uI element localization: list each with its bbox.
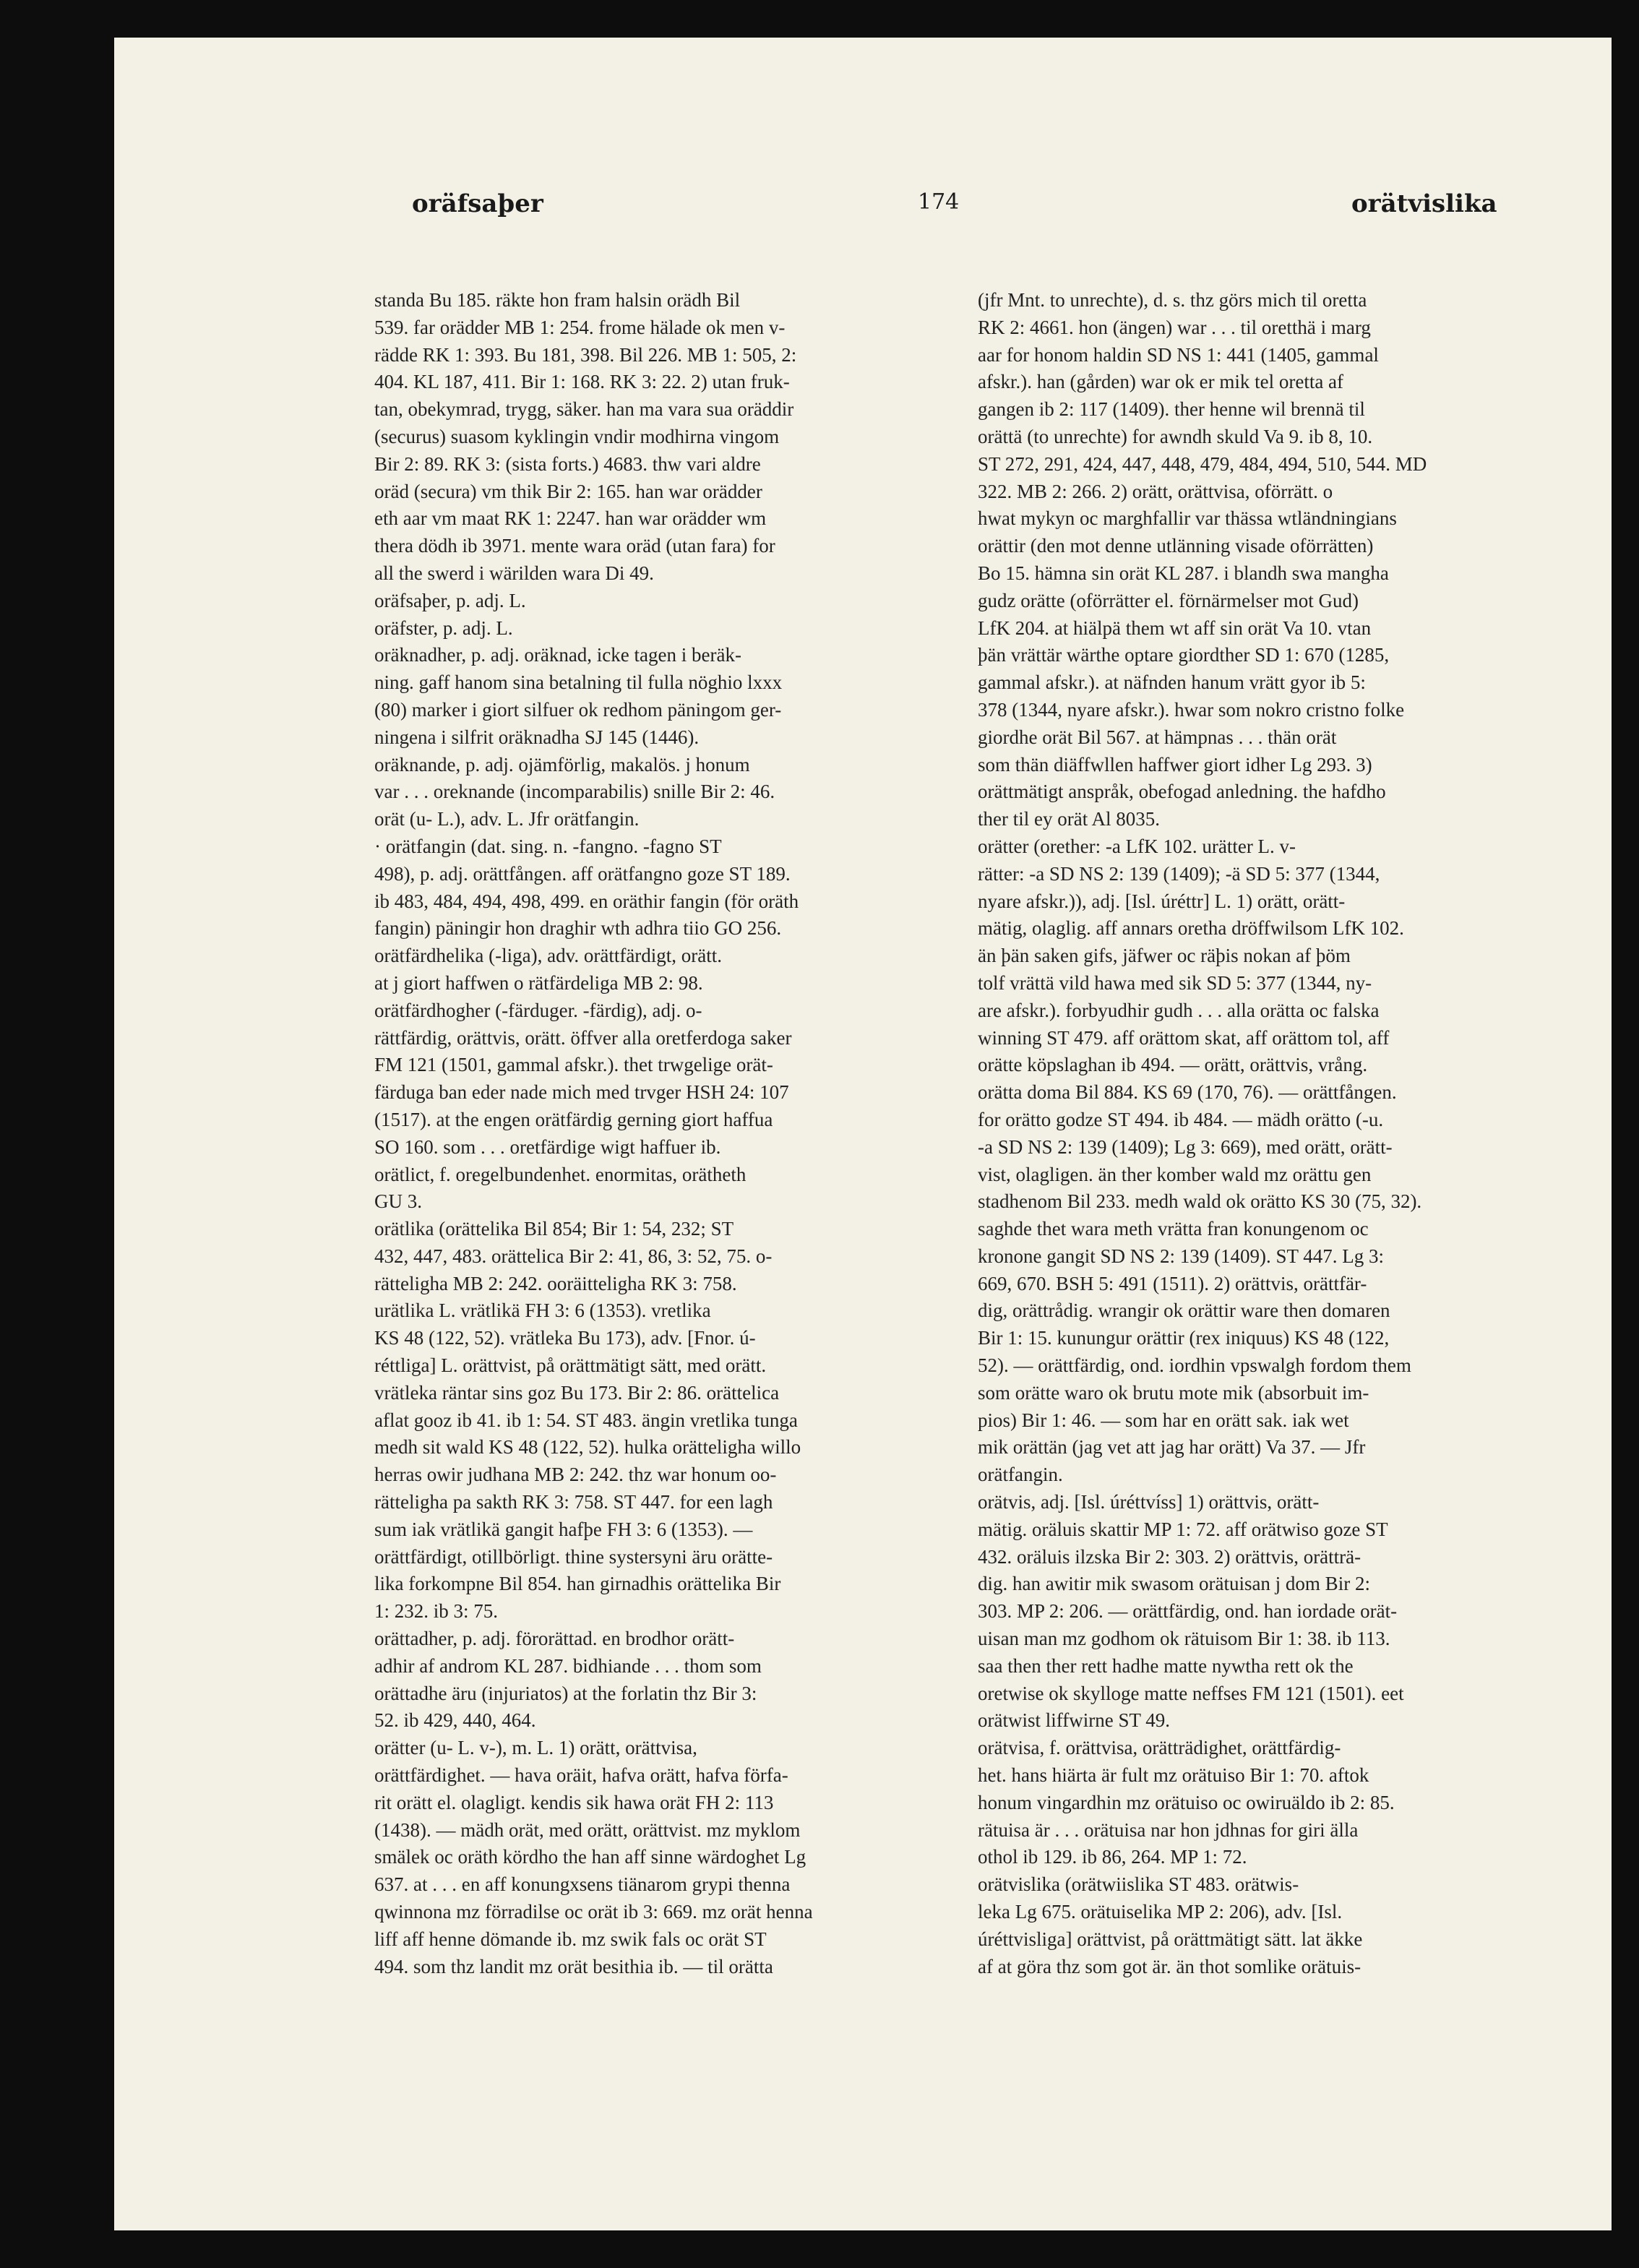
- text-line: ning. gaff hanom sina betalning til fulla nöghio lxxx: [374, 671, 783, 694]
- text-line: orättmätigt anspråk, obefogad anledning. the hafdho: [978, 781, 1386, 803]
- text-line: vrätleka räntar sins goz Bu 173. Bir 2: 86. orättelica: [374, 1381, 780, 1404]
- text-line: for orätto godze ST 494. ib 484. — mädh orätto (-u.: [978, 1108, 1384, 1130]
- text-line: orättir (den mot denne utlänning visade oförrätten): [978, 535, 1374, 557]
- text-line: smälek oc oräth kördho the han aff sinne wärdoghet Lg: [374, 1846, 806, 1868]
- text-line: 637. at . . . en aff konungxsens tiänarom grypi thenna: [374, 1873, 791, 1896]
- text-line: gammal afskr.). at näfnden hanum vrätt gyor ib 5:: [978, 671, 1366, 694]
- running-head-right: orätvislika: [1351, 189, 1497, 218]
- text-line: 494. som thz landit mz orät besithia ib. — til orätta: [374, 1955, 773, 1977]
- text-line: saghde thet wara meth vrätta fran konungenom oc: [978, 1218, 1369, 1240]
- text-line: färduga ban eder nade mich med trvger HSH 24: 107: [374, 1081, 789, 1104]
- text-line: dig. han awitir mik swasom orätuisan j dom Bir 2:: [978, 1573, 1370, 1595]
- text-line: othol ib 129. ib 86, 264. MP 1: 72.: [978, 1846, 1247, 1868]
- text-line: nyare afskr.)), adj. [Isl. úréttr] L. 1) orätt, orätt-: [978, 890, 1346, 912]
- text-line: orätfärdhelika (-liga), adv. orättfärdigt, orätt.: [374, 945, 723, 967]
- text-line: (securus) suasom kyklingin vndir modhirna vingom: [374, 425, 780, 447]
- text-line: orätvis, adj. [Isl. úréttvíss] 1) orättvis, orätt-: [978, 1491, 1320, 1513]
- text-line: 404. KL 187, 411. Bir 1: 168. RK 3: 22. 2) utan fruk-: [374, 371, 790, 393]
- text-line: FM 121 (1501, gammal afskr.). thet trwgelige orät-: [374, 1054, 773, 1076]
- text-line: rättfärdig, orättvis, orätt. öffver alla oretferdoga saker: [374, 1026, 792, 1049]
- text-line: rätteligha pa sakth RK 3: 758. ST 447. for een lagh: [374, 1491, 773, 1513]
- text-line: orätlict, f. oregelbundenhet. enormitas, orätheth: [374, 1163, 747, 1185]
- text-line: orätter (u- L. v-), m. L. 1) orätt, orättvisa,: [374, 1737, 697, 1759]
- left-column: [374, 287, 949, 1980]
- running-head-left: oräfsaþer: [412, 189, 543, 218]
- text-line: dig, orättrådig. wrangir ok orättir ware then domaren: [978, 1300, 1390, 1322]
- text-line: Bir 2: 89. RK 3: (sista forts.) 4683. thw vari aldre: [374, 452, 761, 475]
- text-line: rätuisa är . . . orätuisa nar hon jdhnas for giri älla: [978, 1818, 1359, 1841]
- text-line: hwat mykyn oc marghfallir var thässa wtländningians: [978, 507, 1397, 530]
- text-line: SO 160. som . . . oretfärdige wigt haffuer ib.: [374, 1135, 721, 1158]
- text-line: lika forkompne Bil 854. han girnadhis orättelika Bir: [374, 1573, 781, 1595]
- text-line: som thän diäffwllen haffwer giort idher Lg 293. 3): [978, 753, 1372, 776]
- text-line: orätfärdhogher (-färduger. -färdig), adj. o-: [374, 999, 702, 1021]
- text-line: orätter (orether: -a LfK 102. urätter L. v-: [978, 835, 1296, 857]
- text-line: orättadher, p. adj. förorättad. en brodhor orätt-: [374, 1628, 735, 1650]
- right-column: [978, 287, 1552, 1980]
- text-line: tan, obekymrad, trygg, säker. han ma vara sua oräddir: [374, 398, 794, 421]
- text-line: at j giort haffwen o rätfärdeliga MB 2: 98.: [374, 971, 703, 994]
- text-line: kronone gangit SD NS 2: 139 (1409). ST 447. Lg 3:: [978, 1245, 1384, 1267]
- text-line: 498), p. adj. orättfången. aff orätfangno goze ST 189.: [374, 862, 791, 885]
- text-line: 539. far orädder MB 1: 254. frome hälade ok men v-: [374, 316, 786, 338]
- text-line: oräfsaþer, p. adj. L.: [374, 589, 526, 611]
- text-line: orätvisa, f. orättvisa, orätträdighet, orättfärdig-: [978, 1737, 1341, 1759]
- text-line: herras owir judhana MB 2: 242. thz war honum oo-: [374, 1464, 777, 1486]
- text-line: -a SD NS 2: 139 (1409); Lg 3: 669), med orätt, orätt-: [978, 1135, 1393, 1158]
- page-number: 174: [918, 189, 960, 215]
- text-line: (jfr Mnt. to unrechte), d. s. thz görs mich til oretta: [978, 289, 1367, 311]
- text-line: úréttvisliga] orättvist, på orättmätigt sätt. lat äkke: [978, 1928, 1363, 1950]
- text-line: orätlika (orättelika Bil 854; Bir 1: 54, 232; ST: [374, 1218, 734, 1240]
- text-line: mätig, olaglig. aff annars oretha dröffwilsom LfK 102.: [978, 917, 1404, 940]
- text-line: medh sit wald KS 48 (122, 52). hulka orätteligha willo: [374, 1436, 801, 1459]
- text-line: honum vingardhin mz orätuiso oc owiruäldo ib 2: 85.: [978, 1791, 1395, 1813]
- text-line: aflat gooz ib 41. ib 1: 54. ST 483. ängin vretlika tunga: [374, 1409, 798, 1431]
- text-line: än þän saken gifs, jäfwer oc räþis nokan af þöm: [978, 945, 1351, 967]
- text-line: RK 2: 4661. hon (ängen) war . . . til oretthä i marg: [978, 316, 1371, 338]
- text-line: oretwise ok skylloge matte neffses FM 121 (1501). eet: [978, 1682, 1404, 1704]
- scanned-page: [114, 38, 1612, 2230]
- text-line: ST 272, 291, 424, 447, 448, 479, 484, 494, 510, 544. MD: [978, 452, 1427, 475]
- text-line: tolf vrättä vild hawa med sik SD 5: 377 (1344, ny-: [978, 971, 1372, 994]
- text-line: orättä (to unrechte) for awndh skuld Va 9. ib 8, 10.: [978, 425, 1373, 447]
- text-line: 432, 447, 483. orättelica Bir 2: 41, 86, 3: 52, 75. o-: [374, 1245, 773, 1267]
- text-line: winning ST 479. aff orättom skat, aff orättom tol, aff: [978, 1026, 1390, 1049]
- text-line: pios) Bir 1: 46. — som har en orätt sak. iak wet: [978, 1409, 1349, 1431]
- text-line: ib 483, 484, 494, 498, 499. en oräthir fangin (för oräth: [374, 890, 799, 912]
- text-line: oräknadher, p. adj. oräknad, icke tagen i beräk-: [374, 644, 741, 666]
- text-line: ningena i silfrit oräknadha SJ 145 (1446).: [374, 726, 700, 748]
- text-line: af at göra thz som got är. än thot somlike orätuis-: [978, 1955, 1361, 1977]
- text-line: (80) marker i giort silfuer ok redhom päningom ger-: [374, 698, 782, 721]
- text-line: GU 3.: [374, 1190, 422, 1213]
- text-line: rit orätt el. olagligt. kendis sik hawa orät FH 2: 113: [374, 1791, 774, 1813]
- dictionary-page: [114, 38, 1612, 2230]
- text-line: orätte köpslaghan ib 494. — orätt, orättvis, vrång.: [978, 1054, 1368, 1076]
- text-line: vist, olagligen. än ther komber wald mz orättu gen: [978, 1163, 1372, 1185]
- text-line: adhir af androm KL 287. bidhiande . . . thom som: [374, 1654, 762, 1677]
- text-line: var . . . oreknande (incomparabilis) snille Bir 2: 46.: [374, 781, 775, 803]
- text-line: réttliga] L. orättvist, på orättmätigt sätt, med orätt.: [374, 1354, 767, 1377]
- text-line: som orätte waro ok brutu mote mik (absorbuit im-: [978, 1381, 1369, 1404]
- text-line: stadhenom Bil 233. medh wald ok orätto KS 30 (75, 32).: [978, 1190, 1422, 1213]
- text-line: oräknande, p. adj. ojämförlig, makalös. j honum: [374, 753, 750, 776]
- text-line: giordhe orät Bil 567. at hämpnas . . . thän orät: [978, 726, 1337, 748]
- text-line: uisan man mz godhom ok rätuisom Bir 1: 38. ib 113.: [978, 1628, 1390, 1650]
- text-line: 669, 670. BSH 5: 491 (1511). 2) orättvis, orättfär-: [978, 1272, 1367, 1294]
- text-line: 52). — orättfärdig, ond. iordhin vpswalgh fordom them: [978, 1354, 1411, 1377]
- text-line: 52. ib 429, 440, 464.: [374, 1709, 536, 1732]
- text-line: qwinnona mz förradilse oc orät ib 3: 669. mz orät henna: [374, 1901, 813, 1923]
- text-line: leka Lg 675. orätuiselika MP 2: 206), adv. [Isl.: [978, 1901, 1343, 1923]
- text-line: urätlika L. vrätlikä FH 3: 6 (1353). vretlika: [374, 1300, 711, 1322]
- text-line: all the swerd i wärilden wara Di 49.: [374, 562, 654, 584]
- text-line: sum iak vrätlikä gangit hafþe FH 3: 6 (1353). —: [374, 1518, 753, 1540]
- text-line: orätfangin.: [978, 1464, 1063, 1486]
- text-line: fangin) päningir hon draghir wth adhra tiio GO 256.: [374, 917, 782, 940]
- text-line: 1: 232. ib 3: 75.: [374, 1600, 499, 1623]
- text-line: standa Bu 185. räkte hon fram halsin orädh Bil: [374, 289, 741, 311]
- text-line: saa then ther rett hadhe matte nywtha rett ok the: [978, 1654, 1354, 1677]
- text-line: orättadhe äru (injuriatos) at the forlatin thz Bir 3:: [374, 1682, 757, 1704]
- text-line: KS 48 (122, 52). vrätleka Bu 173), adv. [Fnor. ú-: [374, 1327, 756, 1349]
- text-line: oräfster, p. adj. L.: [374, 617, 513, 639]
- text-line: Bir 1: 15. kunungur orättir (rex iniquus) KS 48 (122,: [978, 1327, 1390, 1349]
- text-line: þän vrättär wärthe optare giordther SD 1: 670 (1285,: [978, 644, 1390, 666]
- text-line: het. hans hiärta är fult mz orätuiso Bir 1: 70. aftok: [978, 1764, 1369, 1787]
- text-line: rätteligha MB 2: 242. ooräitteligha RK 3: 758.: [374, 1272, 737, 1294]
- text-line: orätta doma Bil 884. KS 69 (170, 76). — orättfången.: [978, 1081, 1397, 1104]
- text-line: orät (u- L.), adv. L. Jfr orätfangin.: [374, 808, 640, 830]
- text-line: 378 (1344, nyare afskr.). hwar som nokro cristno folke: [978, 698, 1405, 721]
- text-line: are afskr.). forbyudhir gudh . . . alla orätta oc falska: [978, 999, 1380, 1021]
- text-line: 432. oräluis ilzska Bir 2: 303. 2) orättvis, orätträ-: [978, 1545, 1361, 1568]
- text-line: · orätfangin (dat. sing. n. -fangno. -fagno ST: [374, 835, 722, 857]
- text-line: orättfärdigt, otillbörligt. thine systersyni äru orätte-: [374, 1545, 773, 1568]
- text-line: (1517). at the engen orätfärdig gerning giort haffua: [374, 1108, 773, 1130]
- text-line: orätvislika (orätwiislika ST 483. orätwis-: [978, 1873, 1299, 1896]
- text-line: eth aar vm maat RK 1: 2247. han war orädder wm: [374, 507, 767, 530]
- text-line: thera dödh ib 3971. mente wara oräd (utan fara) for: [374, 535, 775, 557]
- text-line: (1438). — mädh orät, med orätt, orättvist. mz myklom: [374, 1818, 801, 1841]
- text-line: gudz orätte (oförrätter el. förnärmelser mot Gud): [978, 589, 1359, 611]
- text-line: ther til ey orät Al 8035.: [978, 808, 1160, 830]
- text-line: mik orättän (jag vet att jag har orätt) Va 37. — Jfr: [978, 1436, 1366, 1459]
- text-line: rädde RK 1: 393. Bu 181, 398. Bil 226. MB 1: 505, 2:: [374, 343, 797, 366]
- text-line: gangen ib 2: 117 (1409). ther henne wil brennä til: [978, 398, 1365, 421]
- text-line: afskr.). han (gården) war ok er mik tel oretta af: [978, 371, 1344, 393]
- text-line: rätter: -a SD NS 2: 139 (1409); -ä SD 5: 377 (1344,: [978, 862, 1380, 885]
- text-line: liff aff henne dömande ib. mz swik fals oc orät ST: [374, 1928, 767, 1950]
- text-line: aar for honom haldin SD NS 1: 441 (1405, gammal: [978, 343, 1379, 366]
- text-line: 303. MP 2: 206. — orättfärdig, ond. han iordade orät-: [978, 1600, 1398, 1623]
- text-line: oräd (secura) vm thik Bir 2: 165. han war orädder: [374, 480, 762, 502]
- text-line: Bo 15. hämna sin orät KL 287. i blandh swa mangha: [978, 562, 1389, 584]
- text-line: orättfärdighet. — hava oräit, hafva orätt, hafva förfa-: [374, 1764, 788, 1787]
- text-line: orätwist liffwirne ST 49.: [978, 1709, 1170, 1732]
- text-line: LfK 204. at hiälpä them wt aff sin orät Va 10. vtan: [978, 617, 1372, 639]
- text-line: 322. MB 2: 266. 2) orätt, orättvisa, oförrätt. o: [978, 480, 1333, 502]
- text-line: mätig. oräluis skattir MP 1: 72. aff orätwiso goze ST: [978, 1518, 1388, 1540]
